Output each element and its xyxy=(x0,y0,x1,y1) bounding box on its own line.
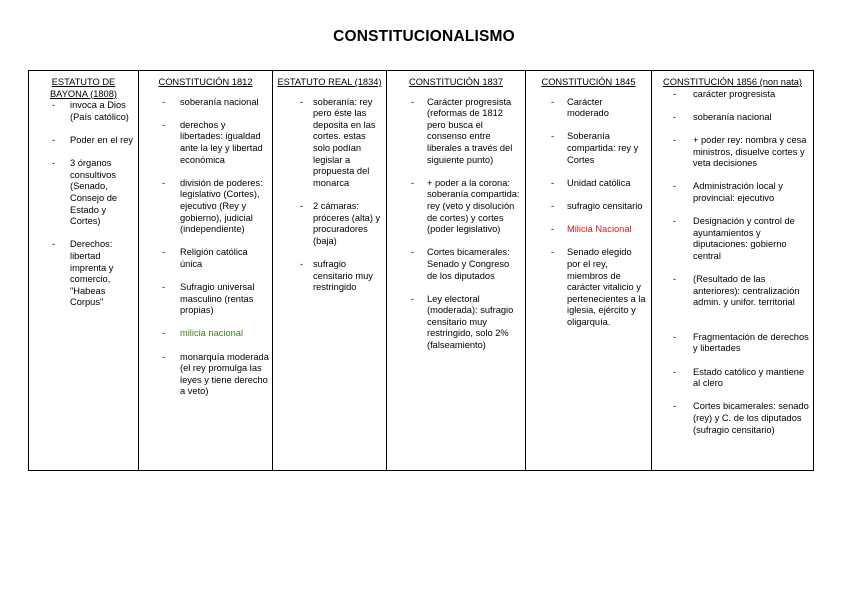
bullet-dash: - xyxy=(52,134,56,145)
list-item xyxy=(526,178,651,190)
bullet-dash: - xyxy=(551,177,555,188)
list-item xyxy=(29,239,138,309)
list-item xyxy=(652,332,813,355)
column-estatuto-bayona xyxy=(29,71,139,471)
list-item-text: 3 órganos consultivos (Senado, Consejo de Estado y Cortes) xyxy=(70,158,118,227)
bullet-dash: - xyxy=(162,96,166,107)
column-estatuto-real xyxy=(273,71,387,471)
bullet-dash: - xyxy=(162,119,166,130)
list-item xyxy=(387,294,525,352)
bullet-dash: - xyxy=(162,177,166,188)
list-item-text: Cortes bicamerales: Senado y Congreso de los diputados xyxy=(427,247,510,281)
list-item-text: derechos y libertades: igualdad ante la ley y libertad económica xyxy=(180,119,263,165)
list-item-text: Ley electoral (moderada): sufragio censitario muy restringido, solo 2% (falseamiento) xyxy=(427,293,514,351)
list-item-text: invoca a Dios (País católico) xyxy=(70,100,129,122)
list-item-text: división de poderes: legislativo (Cortes), ejecutivo (Rey y gobierno), judicial (independiente) xyxy=(180,177,263,235)
bullet-dash: - xyxy=(673,111,677,122)
list-item-text: Unidad católica xyxy=(567,177,631,188)
list-item xyxy=(29,100,138,123)
list-item-text: Senado elegido por el rey, miembros de carácter vitalicio y pertenecientes a la iglesia, ejército y oligarquía. xyxy=(567,247,646,327)
list-item xyxy=(387,97,525,167)
list-item xyxy=(139,282,272,317)
column-constitucion-1845 xyxy=(526,71,652,471)
list-item-text: Cortes bicamerales: senado (rey) y C. de los diputados (sufragio censitario) xyxy=(693,401,809,435)
list-item-text: Milicia Nacional xyxy=(567,224,632,235)
list-item xyxy=(139,328,272,340)
bullet-dash: - xyxy=(52,100,56,111)
list-item xyxy=(29,135,138,147)
column-constitucion-1812 xyxy=(139,71,273,471)
list-item-text: + poder a la corona: soberanía compartida: rey (veto y disolución de cortes) y cortes (poder legislativo) xyxy=(427,177,520,235)
bullet-dash: - xyxy=(551,200,555,211)
list-item-text: soberanía nacional xyxy=(693,111,772,122)
bullet-dash: - xyxy=(673,366,677,377)
bullet-dash: - xyxy=(673,88,677,99)
list-item-text: milicia nacional xyxy=(180,328,244,339)
bullet-dash: - xyxy=(300,258,304,269)
list-item xyxy=(652,112,813,124)
list-item-text: Designación y control de ayuntamientos y diputaciones: gobierno central xyxy=(693,216,795,261)
list-item xyxy=(139,97,272,109)
bullet-dash: - xyxy=(300,96,304,107)
list-item xyxy=(652,401,813,436)
list-item-text: Fragmentación de derechos y libertades xyxy=(693,331,809,354)
bullet-dash: - xyxy=(411,96,415,107)
list-item xyxy=(526,247,651,328)
column-heading: ESTATUTO DE BAYONA (1808) xyxy=(49,77,117,99)
list-item xyxy=(387,247,525,282)
list-item-text: sufragio censitario xyxy=(567,200,643,211)
list-item-text: Derechos: libertad imprenta y comercio, "Habeas Corpus" xyxy=(70,239,114,308)
bullet-dash: - xyxy=(673,134,677,145)
list-item xyxy=(652,274,813,309)
bullet-dash: - xyxy=(673,401,677,412)
bullet-dash: - xyxy=(52,158,56,169)
list-item-text: Administración local y provincial: ejecutivo xyxy=(693,181,783,203)
list-item xyxy=(139,178,272,236)
list-item xyxy=(652,216,813,262)
bullet-dash: - xyxy=(162,328,166,339)
list-item xyxy=(29,158,138,228)
list-item-text: 2 cámaras: próceres (alta) y procuradores (baja) xyxy=(313,200,381,246)
list-item-text: soberanía nacional xyxy=(180,96,259,107)
column-heading: ESTATUTO REAL (1834) xyxy=(277,77,382,87)
list-item-text: + poder rey: nombra y cesa ministros, disuelve cortes y veta decisiones xyxy=(693,134,807,169)
bullet-dash: - xyxy=(162,351,166,362)
bullet-dash: - xyxy=(162,247,166,258)
list-item xyxy=(652,135,813,170)
column-constitucion-1856 xyxy=(652,71,814,471)
bullet-dash: - xyxy=(673,181,677,192)
bullet-dash: - xyxy=(673,216,677,227)
bullet-dash: - xyxy=(551,131,555,142)
list-item-text: Sufragio universal masculino (rentas propias) xyxy=(180,282,255,316)
list-item-text: (Resultado de las anteriores): centralización admin. y unifor. territorial xyxy=(693,274,800,308)
list-item xyxy=(652,181,813,204)
bullet-dash: - xyxy=(300,200,304,211)
list-item-text: soberanía: rey pero éste las deposita en las cortes. estas solo podían legislar a propuesta del monarca xyxy=(313,96,376,188)
list-item-text: monarquía moderada (el rey promulga las leyes y tiene derecho a veto) xyxy=(180,351,269,397)
bullet-dash: - xyxy=(673,274,677,285)
list-item-text: Carácter moderado xyxy=(567,96,609,119)
list-item-text: Estado católico y mantiene al clero xyxy=(693,366,805,389)
document-title: CONSTITUCIONALISMO xyxy=(333,28,515,45)
list-item-text: carácter progresista xyxy=(693,88,776,99)
list-item xyxy=(273,259,386,294)
bullet-dash: - xyxy=(411,247,415,258)
list-item xyxy=(526,201,651,213)
bullet-dash: - xyxy=(411,177,415,188)
list-item-text: sufragio censitario muy restringido xyxy=(313,258,373,293)
list-item-text: Poder en el rey xyxy=(70,134,134,145)
bullet-dash: - xyxy=(411,293,415,304)
column-heading: CONSTITUCIÓN 1845 xyxy=(541,77,636,87)
constitutions-table xyxy=(28,70,814,471)
list-item xyxy=(273,97,386,190)
bullet-dash: - xyxy=(551,247,555,258)
column-heading: CONSTITUCIÓN 1837 xyxy=(408,77,504,87)
list-item xyxy=(526,97,651,120)
list-item xyxy=(526,131,651,166)
list-item xyxy=(139,247,272,270)
column-heading: CONSTITUCIÓN 1856 (non nata) xyxy=(663,77,802,87)
bullet-dash: - xyxy=(673,331,677,342)
column-constitucion-1837 xyxy=(387,71,526,471)
bullet-dash: - xyxy=(551,96,555,107)
list-item-text: Soberanía compartida: rey y Cortes xyxy=(567,131,639,165)
bullet-dash: - xyxy=(162,282,166,293)
bullet-dash: - xyxy=(551,224,555,235)
bullet-dash: - xyxy=(52,239,56,250)
list-item xyxy=(139,120,272,166)
list-item xyxy=(273,201,386,247)
list-item xyxy=(652,367,813,390)
list-item xyxy=(652,89,813,101)
list-item xyxy=(526,224,651,236)
list-item-text: Carácter progresista (reformas de 1812 pero busca el consenso entre liberales a través del siguiente punto) xyxy=(427,96,513,165)
column-heading: CONSTITUCIÓN 1812 xyxy=(158,77,253,87)
list-item xyxy=(139,352,272,398)
list-item-text: Religión católica única xyxy=(180,247,248,269)
list-item xyxy=(387,178,525,236)
